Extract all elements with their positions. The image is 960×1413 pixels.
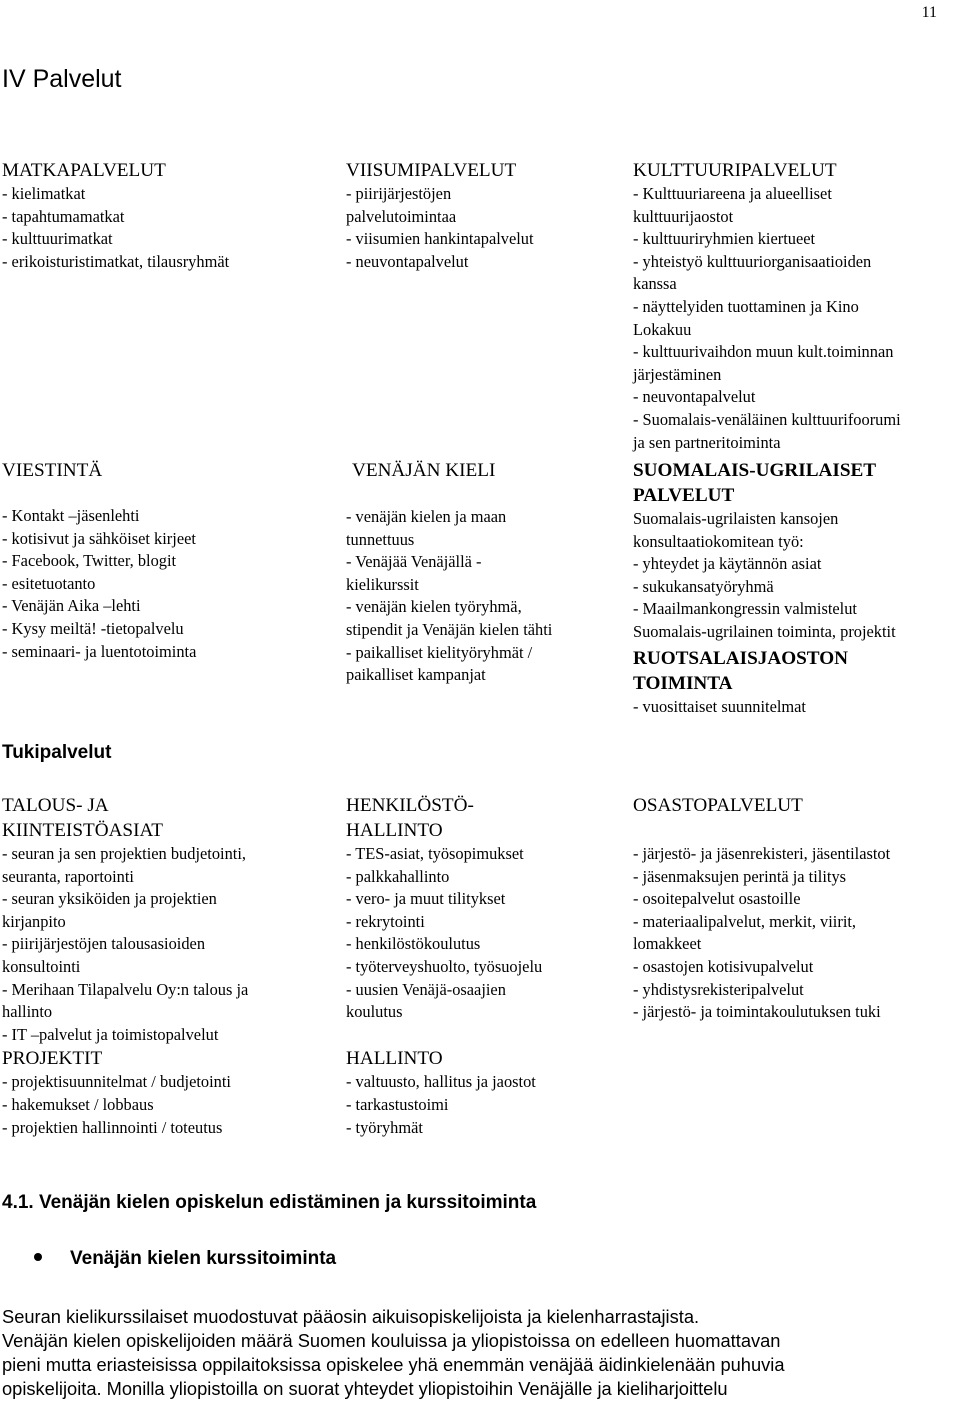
list-item: ja sen partneritoiminta — [633, 432, 781, 452]
block-title: HALLINTO — [346, 1048, 443, 1070]
list-item: - materiaalipalvelut, merkit, viirit, — [633, 911, 857, 931]
body-paragraph — [2, 1305, 947, 1401]
list-item: kirjanpito — [2, 911, 66, 931]
list-item: - osastojen kotisivupalvelut — [633, 956, 814, 976]
block-title: PROJEKTIT — [2, 1048, 103, 1070]
list-item: Suomalais-ugrilaisten kansojen — [633, 509, 839, 528]
list-item: - kielimatkat — [2, 184, 86, 203]
list-item: - venäjän kielen ja maan — [346, 507, 507, 526]
list-item: - vuosittaiset suunnitelmat — [633, 696, 806, 716]
list-item: stipendit ja Venäjän kielen tähti — [346, 619, 553, 639]
list-item: kielikurssit — [346, 574, 419, 594]
list-item: - yhteydet ja käytännön asiat — [633, 554, 822, 574]
list-item: palvelutoimintaa — [346, 206, 457, 226]
venajan-kieli-list — [346, 506, 611, 687]
list-item: - osoitepalvelut osastoille — [633, 889, 801, 909]
list-item: - vero- ja muut tilitykset — [346, 889, 506, 909]
list-item: - Kontakt –jäsenlehti — [2, 506, 140, 525]
list-item: Lokakuu — [633, 319, 692, 339]
bullet-icon — [34, 1253, 42, 1261]
list-item: - valtuusto, hallitus ja jaostot — [346, 1072, 536, 1092]
list-item: kulttuurijaostot — [633, 206, 734, 226]
list-item: - yhdistysrekisteripalvelut — [633, 979, 804, 999]
block-title: VIESTINTÄ — [2, 460, 103, 481]
list-item: - kulttuuriryhmien kiertueet — [633, 229, 816, 249]
list-item: - projektisuunnitelmat / budjetointi — [2, 1072, 231, 1092]
venajan-kieli-block — [352, 458, 617, 505]
list-item: - Venäjän Aika –lehti — [2, 596, 141, 616]
list-item: - Kysy meiltä! -tietopalvelu — [2, 618, 184, 638]
list-item: - Facebook, Twitter, blogit — [2, 551, 177, 571]
list-item: - paikalliset kielityöryhmät / — [346, 642, 533, 662]
henkilostohallinto-block — [346, 793, 611, 1139]
list-item: - työterveyshuolto, työsuojelu — [346, 956, 543, 976]
list-item: - piirijärjestöjen talousasioiden — [2, 934, 206, 954]
list-item: - viisumien hankintapalvelut — [346, 229, 534, 249]
list-item: kanssa — [633, 274, 677, 294]
list-item: - esitetuotanto — [2, 573, 96, 593]
list-item: - sukukansatyöryhmä — [633, 576, 774, 596]
list-item: - tapahtumamatkat — [2, 206, 125, 226]
chapter-title: IV Palvelut — [2, 65, 122, 93]
list-item: - IT –palvelut ja toimistopalvelut — [2, 1024, 219, 1044]
list-item: - Merihaan Tilapalvelu Oy:n talous ja — [2, 979, 249, 999]
list-item: - projektien hallinnointi / toteutus — [2, 1117, 223, 1137]
spacer — [346, 1024, 611, 1047]
bullet-heading: Venäjän kielen kurssitoiminta — [70, 1248, 337, 1269]
list-item: tunnettuus — [346, 529, 415, 549]
block-title: MATKAPALVELUT — [2, 160, 166, 181]
list-item: - kulttuurivaihdon muun kult.toiminnan — [633, 342, 894, 362]
list-item: koulutus — [346, 1002, 403, 1022]
block-title: KIINTEISTÖASIAT — [2, 820, 163, 841]
list-item: - TES-asiat, työsopimukset — [346, 844, 524, 863]
list-item: konsultointi — [2, 956, 81, 976]
matkapalvelut-block — [2, 158, 322, 273]
block-title: VENÄJÄN KIELI — [352, 460, 496, 481]
list-item: - uusien Venäjä-osaajien — [346, 979, 506, 999]
list-item: - jäsenmaksujen perintä ja tilitys — [633, 866, 847, 886]
block-title: OSASTOPALVELUT — [633, 795, 803, 816]
list-item: - seminaari- ja luentotoiminta — [2, 641, 197, 661]
kulttuuripalvelut-block — [633, 158, 958, 454]
list-item: lomakkeet — [633, 934, 702, 954]
list-item: - Kulttuuriareena ja alueelliset — [633, 184, 832, 203]
osastopalvelut-block — [633, 793, 958, 1024]
list-item: - järjestö- ja toimintakoulutuksen tuki — [633, 1002, 881, 1022]
block-title: TALOUS- JA — [2, 795, 109, 816]
list-item: - tarkastustoimi — [346, 1094, 449, 1114]
suomalais-ugrilaiset-block — [633, 458, 958, 718]
block-title: KULTTUURIPALVELUT — [633, 160, 837, 181]
list-item: - näyttelyiden tuottaminen ja Kino — [633, 296, 859, 316]
block-title: PALVELUT — [633, 485, 735, 506]
block-title: HALLINTO — [346, 820, 443, 841]
list-item: seuranta, raportointi — [2, 866, 134, 886]
list-item: - kotisivut ja sähköiset kirjeet — [2, 528, 196, 548]
list-item: - Maailmankongressin valmistelut — [633, 599, 857, 619]
list-item: - työryhmät — [346, 1117, 423, 1137]
list-item: - palkkahallinto — [346, 866, 450, 886]
list-item: - Suomalais-venäläinen kulttuurifoorumi — [633, 409, 901, 429]
list-item: hallinto — [2, 1002, 53, 1022]
list-item: - kulttuurimatkat — [2, 229, 113, 249]
paragraph-line: opiskelijoita. Monilla yliopistoilla on suorat yhteydet yliopistoihin Venäjälle ja kieliharjoittelu — [2, 1378, 728, 1399]
list-item: - seuran ja sen projektien budjetointi, — [2, 844, 246, 863]
list-item: - erikoisturistimatkat, tilausryhmät — [2, 251, 230, 271]
block-title: TOIMINTA — [633, 672, 733, 694]
paragraph-line: pieni mutta eriasteisissa oppilaitoksissa opiskelee yhä enemmän venäjää äidinkielenään puhuvia — [2, 1354, 785, 1375]
talous-block — [2, 793, 322, 1139]
viestinta-block — [2, 458, 322, 663]
paragraph-line: Seuran kielikurssilaiset muodostuvat pääosin aikuisopiskelijoista ja kielenharrastajista. — [2, 1306, 700, 1327]
block-title: VIISUMIPALVELUT — [346, 160, 517, 181]
list-item: - neuvontapalvelut — [633, 387, 756, 407]
bullet-heading-row — [34, 1248, 336, 1271]
page-number: 11 — [921, 4, 937, 21]
list-item: paikalliset kampanjat — [346, 665, 486, 685]
list-item: - neuvontapalvelut — [346, 251, 469, 271]
list-item: konsultaatiokomitean työ: — [633, 531, 804, 551]
list-item: - hakemukset / lobbaus — [2, 1094, 154, 1114]
list-item: - henkilöstökoulutus — [346, 934, 481, 954]
section-heading: 4.1. Venäjän kielen opiskelun edistäminen ja kurssitoiminta — [2, 1192, 537, 1213]
block-title: SUOMALAIS-UGRILAISET — [633, 460, 877, 481]
support-services-heading: Tukipalvelut — [2, 742, 112, 763]
list-item: - Venäjää Venäjällä - — [346, 552, 482, 572]
list-item: - järjestö- ja jäsenrekisteri, jäsentilastot — [633, 844, 891, 863]
list-item: Suomalais-ugrilainen toiminta, projektit — [633, 621, 896, 641]
block-title: HENKILÖSTÖ- — [346, 795, 474, 816]
list-item: järjestäminen — [633, 364, 722, 384]
block-title: RUOTSALAISJAOSTON — [633, 647, 849, 669]
list-item: - yhteistyö kulttuuriorganisaatioiden — [633, 251, 872, 271]
paragraph-line: Venäjän kielen opiskelijoiden määrä Suomen kouluissa ja yliopistoissa on edelleen huomattavan — [2, 1330, 781, 1351]
list-item: - rekrytointi — [346, 911, 425, 931]
list-item: - seuran yksiköiden ja projektien — [2, 889, 217, 909]
list-item: - venäjän kielen työryhmä, — [346, 597, 522, 617]
list-item: - piirijärjestöjen — [346, 184, 452, 203]
viisumipalvelut-block — [346, 158, 611, 273]
